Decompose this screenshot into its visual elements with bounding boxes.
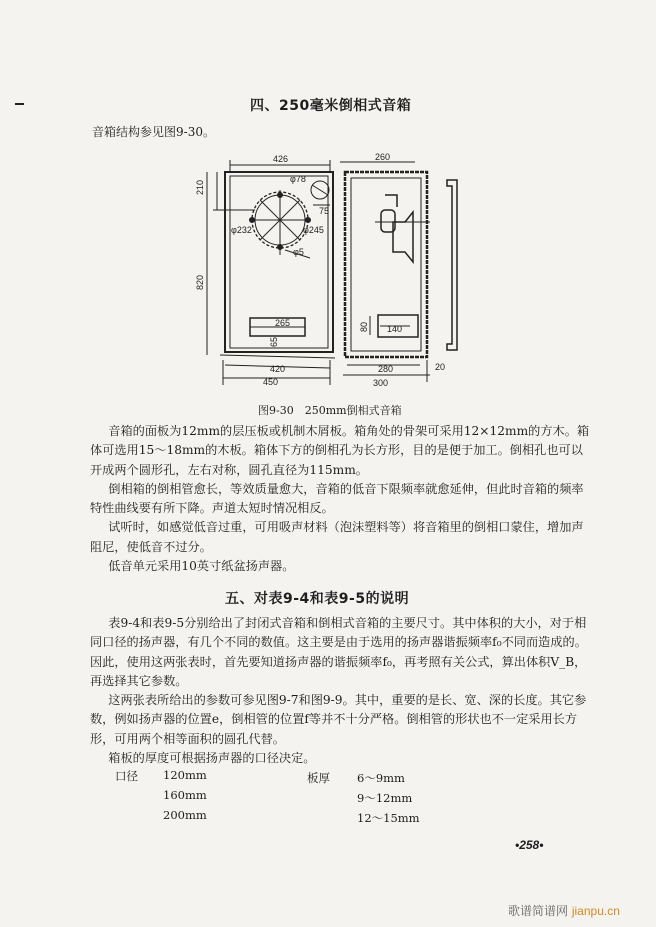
paragraph: 低音单元采用10英寸纸盆扬声器。 xyxy=(108,559,295,574)
svg-text:75: 75 xyxy=(319,206,330,216)
diameter-value: 160mm xyxy=(163,788,207,802)
page-number: •258• xyxy=(515,838,544,852)
thickness-value: 9～12mm xyxy=(357,791,413,805)
section-5-body xyxy=(90,614,590,768)
svg-text:140: 140 xyxy=(387,324,403,334)
svg-text:φ78: φ78 xyxy=(290,174,306,184)
margin-mark xyxy=(15,103,24,105)
svg-text:φ245: φ245 xyxy=(303,225,324,235)
watermark-cn: 歌谱简谱网 xyxy=(508,904,569,918)
watermark-en: jianpu.cn xyxy=(571,904,620,918)
figure-caption: 图9-30 250mm倒相式音箱 xyxy=(258,404,402,417)
svg-text:20: 20 xyxy=(435,362,446,372)
speaker-box-diagram xyxy=(195,150,485,400)
svg-text:φ5: φ5 xyxy=(293,247,304,257)
paragraph: 倒相箱的倒相管愈长，等效质量愈大，音箱的低音下限频率就愈延伸，但此时音箱的频率特性曲线要有所下降。声道太短时情况相反。 xyxy=(90,481,584,516)
svg-text:φ232: φ232 xyxy=(231,225,252,235)
section-4-intro: 音箱结构参见图9-30。 xyxy=(92,125,215,139)
thickness-value: 6～9mm xyxy=(357,771,405,785)
section-4-title: 四、250毫米倒相式音箱 xyxy=(250,98,412,114)
section-5-title: 五、对表9-4和表9-5的说明 xyxy=(225,591,410,607)
paragraph: 试听时，如感觉低音过重，可用吸声材料（泡沫塑料等）将音箱里的倒相口蒙住，增加声阻尼，使低音不过分。 xyxy=(90,520,584,554)
svg-text:260: 260 xyxy=(375,152,391,162)
thickness-label: 板厚 xyxy=(307,771,330,785)
paragraph: 音箱的面板为12mm的层压板或机制木屑板。箱角处的骨架可采用12×12mm的方木。箱体可选用15～18mm的木板。箱体下方的倒相孔为长方形，目的是便于加工。倒相孔也可以开成两个圆形孔，左右对称，圆孔直径为115mm。 xyxy=(90,424,590,477)
svg-text:300: 300 xyxy=(373,378,389,388)
svg-text:420: 420 xyxy=(270,364,286,374)
svg-text:265: 265 xyxy=(275,318,291,328)
paragraph: 箱板的厚度可根据扬声器的口径决定。 xyxy=(108,751,316,766)
dim-426: 426 xyxy=(273,154,289,164)
diameter-value: 200mm xyxy=(163,808,207,822)
thickness-value: 12～15mm xyxy=(357,811,420,825)
svg-text:280: 280 xyxy=(378,364,394,374)
svg-text:65: 65 xyxy=(269,336,279,347)
paragraph: 这两张表所给出的参数可参见图9-7和图9-9。其中，重要的是长、宽、深的长度。其它参数，例如扬声器的位置e，倒相管的位置f等并不十分严格。倒相管的形状也不一定采用长方形，可用两个相等面积的圆孔代替。 xyxy=(90,693,587,746)
watermark xyxy=(508,902,620,919)
svg-text:80: 80 xyxy=(359,321,369,332)
paragraph: 表9-4和表9-5分别给出了封闭式音箱和倒相式音箱的主要尺寸。其中体积的大小，对于相同口径的扬声器，有几个不同的数值。这主要是由于选用的扬声器谐振频率f₀不同而造成的。因此，使用这两张表时，首先要知道扬声器的谐振频率f₀，再考照有关公式，算出体积V_B，再选择其它参数。 xyxy=(90,616,587,688)
svg-text:820: 820 xyxy=(195,274,205,290)
svg-text:450: 450 xyxy=(263,377,279,387)
diameter-value: 120mm xyxy=(163,768,207,782)
section-4-body xyxy=(90,422,590,576)
svg-text:210: 210 xyxy=(195,179,205,195)
diameter-label: 口径 xyxy=(115,769,138,783)
